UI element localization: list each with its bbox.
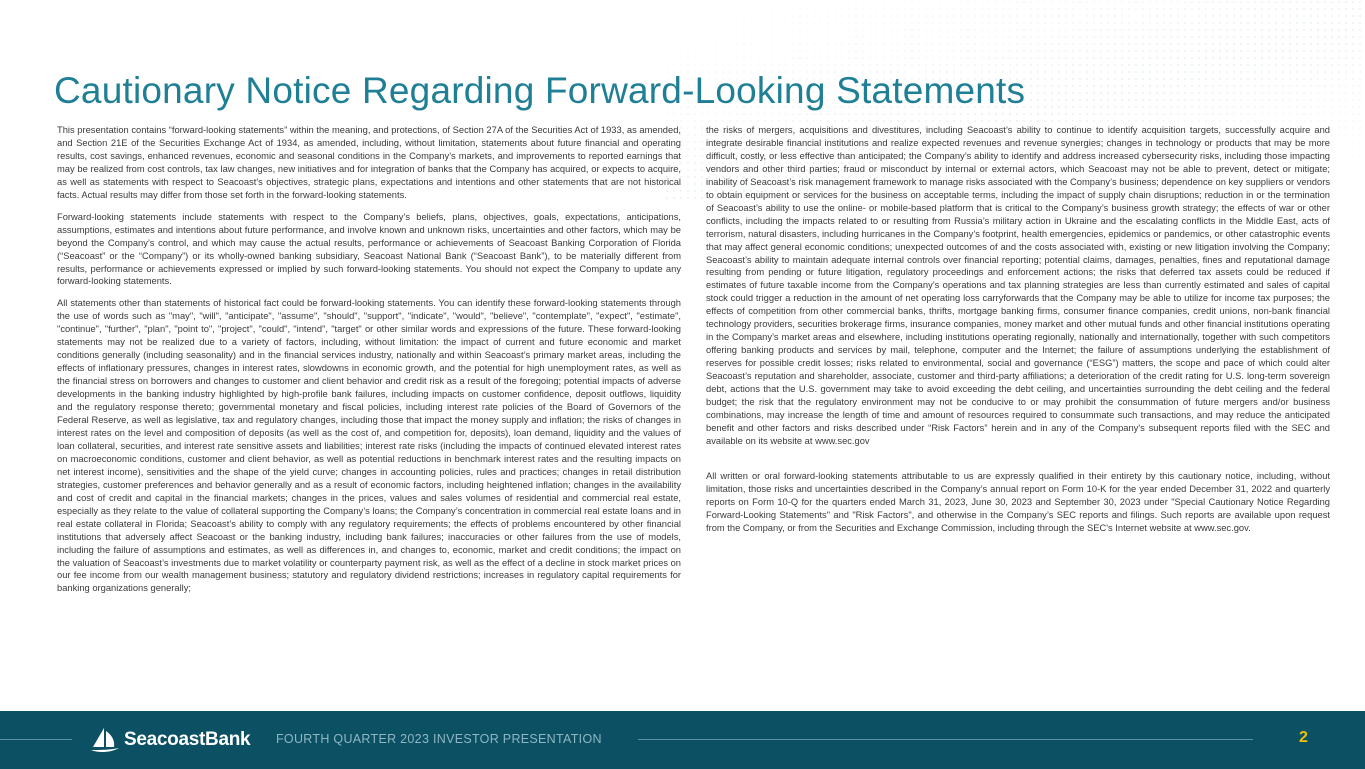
presentation-label: FOURTH QUARTER 2023 INVESTOR PRESENTATION [276,732,602,746]
page-number: 2 [1299,729,1308,746]
page-title: Cautionary Notice Regarding Forward-Looking Statements [54,70,1026,111]
left-text-column [57,124,681,604]
paragraph: Forward-looking statements include statements with respect to the Company’s beliefs, plans, objectives, goals, expectations, anticipations, assumptions, estimates and intentions about future performance, and involve known and unknown risks, uncertainties and other factors, which may be beyond the Company’s control, and which may cause the actual results, performance or achievements of Seacoast Banking Corporation of Florida (“Seacoast” or the “Company”) or its wholly-owned banking subsidiary, Seacoast National Bank (“Seacoast Bank”), to be materially different from results, performance or achievements expressed or implied by such forward-looking statements. You should not expect the Company to update any forward-looking statements. [57,211,681,287]
seacoast-bank-logo [90,725,250,755]
right-text-column [706,124,1330,544]
logo-text: SeacoastBank [124,729,251,750]
seacoast-sail-logo-icon [90,727,120,753]
paragraph: All statements other than statements of historical fact could be forward-looking statements. You can identify these forward-looking statements through the use of words such as "may", "will", "anticipate", "assume", "should", "support", "indicate", "would", "believe", "contemplate", "expect", "estimate", "continue", "further", "plan", "point to", "project", "could", "intend", "target" or other similar words and expressions of the future. These forward-looking statements may not be realized due to a variety of factors, including, without limitation: the impact of current and future economic and market conditions generally (including seasonality) and in the financial services industry, nationally and within Seacoast’s primary market areas, including the effects of inflationary pressures, changes in interest rates, slowdowns in economic growth, and the potential for high unemployment rates, as well as the financial stress on borrowers and changes to customer and client behavior and credit risk as a result of the foregoing; potential impacts of adverse developments in the banking industry highlighted by high-profile bank failures, including impacts on customer confidence, deposit outflows, liquidity and the regulatory response thereto; governmental monetary and fiscal policies, including interest rate policies of the Board of Governors of the Federal Reserve, as well as legislative, tax and regulatory changes, including those that impact the money supply and inflation; the risks of changes in interest rates on the level and composition of deposits (as well as the cost of, and competition for, deposits), loan demand, liquidity and the values of loan collateral, securities, and interest rate sensitive assets and liabilities; interest rate risks (including the impacts of continued elevated interest rates on macroeconomic conditions, customer and client behavior, as well as potential reductions in benchmark interest rates and the resulting impacts on net interest income), sensitivities and the shape of the yield curve; changes in accounting policies, rules and practices; changes in retail distribution strategies, customer preferences and behavior generally and as a result of economic factors, including heightened inflation; changes in the availability and cost of credit and capital in the financial markets; changes in the prices, values and sales volumes of residential and commercial real estate, especially as they relate to the value of collateral supporting the Company’s loans; the Company’s concentration in commercial real estate loans and in real estate collateral in Florida; Seacoast’s ability to comply with any regulatory requirements; the effects of problems encountered by other financial institutions that adversely affect Seacoast or the banking industry, including bank failures; inaccuracies or other failures from the use of models, including the failure of assumptions and estimates, as well as differences in, and changes to, economic, market and credit conditions; the impact on the valuation of Seacoast’s investments due to market volatility or counterparty payment risk, as well as the effect of a decline in stock market prices on our fee income from our wealth management business; statutory and regulatory dividend restrictions; increases in regulatory capital requirements for banking organizations generally; [57,298,681,594]
footer-divider-right [638,739,1253,740]
paragraph: This presentation contains “forward-looking statements” within the meaning, and protections, of Section 27A of the Securities Act of 1933, as amended, and Section 21E of the Securities Exchange Act of 1934, as amended, including, without limitation, statements about future financial and operating results, cost savings, enhanced revenues, economic and seasonal conditions in the Company’s markets, and improvements to reported earnings that may be realized from cost controls, tax law changes, new initiatives and for integration of banks that the Company has acquired, or expects to acquire, as well as statements with respect to Seacoast's objectives, strategic plans, expectations and intentions and other statements that are not historical facts. Actual results may differ from those set forth in the forward-looking statements. [57,125,681,200]
footer-divider-left [0,739,72,740]
paragraph: All written or oral forward-looking statements attributable to us are expressly qualified in their entirety by this cautionary notice, including, without limitation, those risks and uncertainties described in the Company’s annual report on Form 10-K for the year ended December 31, 2022 and quarterly reports on Form 10-Q for the quarters ended March 31, 2023, June 30, 2023 and September 30, 2023 under "Special Cautionary Notice Regarding Forward-Looking Statements" and "Risk Factors", and otherwise in the Company’s SEC reports and filings. Such reports are available upon request from the Company, or from the Securities and Exchange Commission, including through the SEC's Internet website at www.sec.gov. [706,470,1330,533]
paragraph: the risks of mergers, acquisitions and divestitures, including Seacoast’s ability to continue to identify acquisition targets, successfully acquire and integrate desirable financial institutions and realize expected revenues and revenue synergies; changes in technology or products that may be more difficult, costly, or less effective than anticipated; the Company’s ability to identify and address increased cybersecurity risks, including those impacting vendors and other third parties; fraud or misconduct by internal or external actors, which Seacoast may not be able to prevent, detect or mitigate; inability of Seacoast’s risk management framework to manage risks associated with the Company’s business; dependence on key suppliers or vendors to obtain equipment or services for the business on acceptable terms, including the impact of supply chain disruptions; reduction in or the termination of Seacoast’s ability to use the online- or mobile-based platform that is critical to the Company’s business growth strategy; the effects of war or other conflicts, including the impacts related to or resulting from Russia’s military action in Ukraine and the escalating conflicts in the Middle East, acts of terrorism, natural disasters, including hurricanes in the Company’s footprint, health emergencies, epidemics or pandemics, or other catastrophic events that may affect general economic conditions; unexpected outcomes of and the costs associated with, existing or new litigation involving the Company; Seacoast’s ability to maintain adequate internal controls over financial reporting; potential claims, damages, penalties, fines and reputational damage resulting from pending or future litigation, regulatory proceedings and enforcement actions; the risks that deferred tax assets could be reduced if estimates of future taxable income from the Company’s operations and tax planning strategies are less than currently estimated and sales of capital stock could trigger a reduction in the amount of net operating loss carryforwards that the Company may be able to utilize for income tax purposes; the effects of competition from other commercial banks, thrifts, mortgage banking firms, consumer finance companies, credit unions, non-bank financial technology providers, securities brokerage firms, insurance companies, money market and other mutual funds and other financial institutions operating in the Company’s market areas and elsewhere, including institutions operating regionally, nationally and internationally, together with such competitors offering banking products and services by mail, telephone, computer and the Internet; the failure of assumptions underlying the establishment of reserves for possible credit losses; risks related to environmental, social and governance (“ESG”) matters, the scope and pace of which could alter Seacoast’s reputation and shareholder, associate, customer and third-party affiliations; a deterioration of the credit rating for U.S. long-term sovereign debt, actions that the U.S. government may take to avoid exceeding the debt ceiling, and uncertainties surrounding the debt ceiling and the federal budget; the risk that the regulatory environment may not be conducive to or may prohibit the consummation of future mergers and/or business combinations, may increase the length of time and amount of resources required to consummate such transactions, and may reduce the anticipated benefit and other factors and risks described under “Risk Factors” herein and in any of the Company's subsequent reports filed with the SEC and available on its website at www.sec.gov [706,125,1330,446]
footer-bar [0,711,1365,769]
